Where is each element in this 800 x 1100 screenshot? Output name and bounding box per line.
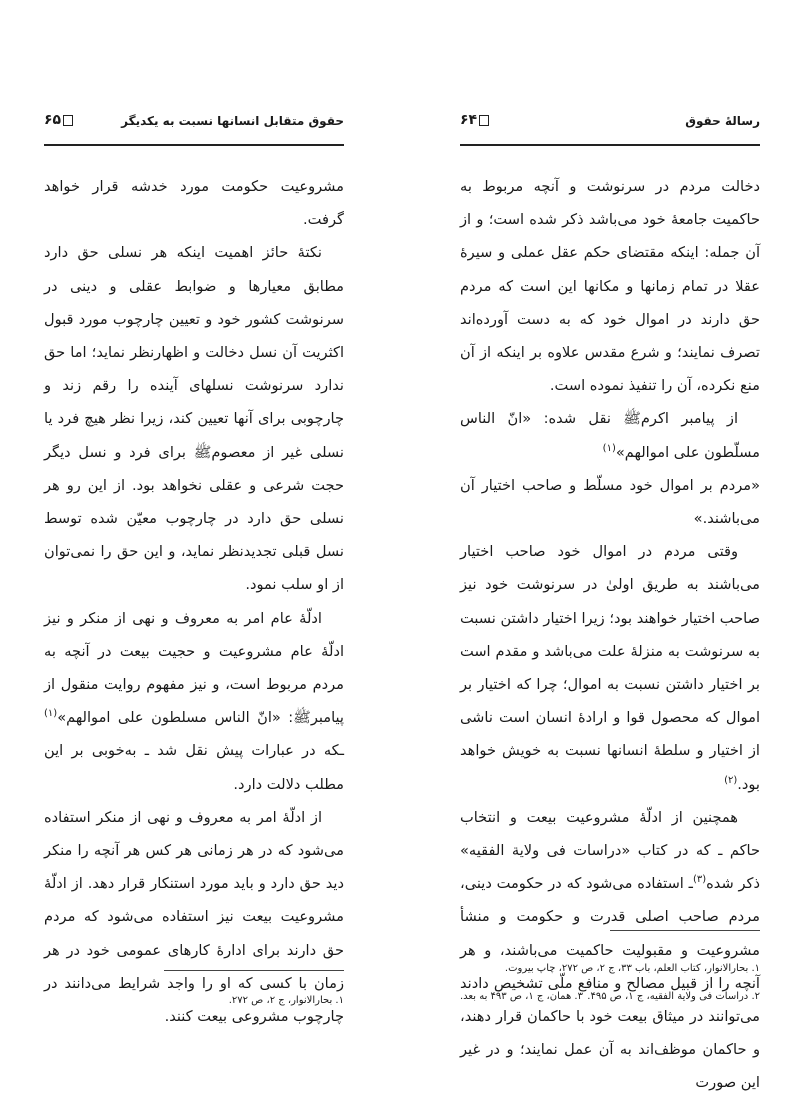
- footnote-rule: [164, 970, 344, 971]
- footnote: ۱. بحارالانوار، ج ۲، ص ۲۷۲.: [228, 995, 344, 1006]
- paragraph-text: همچنین از ادلّهٔ مشروعیت بیعت و انتخاب حاکم ـ که در کتاب «دراسات فی ولایة الفقیه» ذکر شده: [460, 808, 760, 893]
- paragraph: [460, 535, 760, 801]
- paragraph: مشروعیت حکومت مورد خدشه قرار خواهد گرفت.: [44, 178, 344, 229]
- page-number: [44, 112, 75, 128]
- footnote-mark: (۱): [44, 708, 58, 720]
- footnote-mark: (۱): [602, 442, 616, 454]
- footnotes: [44, 990, 344, 1018]
- footnote: ۱. بحارالانوار، کتاب العلم، باب ۳۳، ج ۲، ص ۲۷۲، چاپ بیروت.: [504, 963, 760, 974]
- paragraph: دخالت مردم در سرنوشت و آنچه مربوط به حاکمیت جامعهٔ خود می‌باشد ذکر شده است؛ و از آن جمله: اینکه مقتضای حکم عقل عملی و سیرهٔ عقلا در تمام زمانها و مکانها این است که مردم حق دارند در اموال خود که به دست آورده‌اند تصرف نمایند؛ و شرع مقدس علاوه بر اینکه از آن منع نکرده، آن را تنفیذ نموده است.: [460, 178, 760, 395]
- paragraph: [460, 801, 760, 1100]
- right-page-header: [460, 112, 760, 136]
- paragraph-text: که در عبارات پیش نقل شد ـ به‌خوبی بر این مطلب دلالت دارد.: [44, 742, 344, 793]
- header-rule: [460, 144, 760, 146]
- paragraph: از ادلّهٔ امر به معروف و نهی از منکر استفاده می‌شود که در هر زمانی هر کس هر آنچه را منکر دید حق دارد و باید مورد استنکار قرار دهد. از ادلّهٔ مشروعیت بیعت نیز استفاده می‌شود که مردم حق دارند برای ادارهٔ کارهای عمومی خود در هر زمان با کسی که او را واجد شرایط می‌دانند در چارچوب مشروعی بیعت کنند.: [44, 808, 344, 1026]
- footnote: ۳. همان، ج ۱، ص ۴۹۳ به بعد.: [460, 991, 583, 1002]
- left-page: [44, 0, 344, 1100]
- paragraph-text: ـ استفاده می‌شود که در حکومت دینی، مردم صاحب اصلی قدرت و حکومت و منشأ مشروعیت و مقبولیت حاکمیت می‌باشند، و هر آنچه را از قبیل مصالح و منافع ملّی تشخیص دادند می‌توانند در میثاق بیعت خود با حاکمان قرار دهند، و حاکمان موظف‌اند به آن عمل نمایند؛ و در غیر این صورت: [460, 875, 760, 1092]
- running-title: رسالهٔ حقوق: [685, 114, 760, 128]
- paragraph: [460, 402, 760, 468]
- left-page-header: [44, 112, 344, 136]
- page-number-text: ۶۵: [44, 112, 62, 128]
- page-box-icon: [63, 115, 73, 126]
- running-title: حقوق متقابل انسانها نسبت به یکدیگر: [121, 114, 344, 128]
- footnote-mark: (۲): [724, 774, 738, 786]
- right-page: [460, 0, 760, 1100]
- paragraph: ادلّهٔ عام امر به معروف و نهی از منکر و نیز ادلّهٔ عام مشروعیت و حجیت بیعت در آنچه به مردم مربوط است، و نیز مفهوم روایت منقول از پیامبرﷺ: «انّ الناس مسلطون علی اموالهم»$^{(۱)}$ ـکه در عبارات پیش نقل شد ـ به‌خوبی بر این مطلب دلالت دارد.: [44, 609, 344, 793]
- paragraph-text: ادلّهٔ عام امر به معروف و نهی از منکر و نیز ادلّهٔ عام مشروعیت و حجیت بیعت در آنچه به مردم مربوط است، و نیز مفهوم روایت منقول از پیامبرﷺ: «انّ الناس مسلطون علی اموالهم»: [44, 609, 344, 727]
- page-number-text: ۶۴: [460, 112, 478, 128]
- page-box-icon: [479, 115, 489, 126]
- footnote: ۲. دراسات فی ولایة الفقیه، ج ۱، ص ۴۹۵.: [587, 991, 760, 1002]
- footnotes: [460, 958, 760, 1008]
- footnote-row: [460, 986, 760, 1008]
- paragraph: نکتهٔ حائز اهمیت اینکه هر نسلی حق دارد مطابق معیارها و ضوابط عقلی و دینی در سرنوشت کشور خود و تعیین چارچوب مورد قبول اکثریت آن نسل دخالت و اظهارنظر نماید؛ اما حق ندارد سرنوشت نسلهای آینده را رقم زند و چارچوبی برای آنها تعیین کند، زیرا نظر هیچ فرد یا نسلی غیر از معصوم‌ﷺ برای فرد و نسل دیگر حجت شرعی و عقلی نخواهد بود. از این رو هر نسلی حق دارد در چارچوب معیّن شده توسط نسل قبلی تجدیدنظر نماید، و این حق را نمی‌توان از او سلب نمود.: [44, 244, 344, 594]
- paragraph-text: از پیامبر اکرم‌ﷺ نقل شده: «انّ الناس مسلّطون علی اموالهم»: [460, 410, 760, 461]
- paragraph-text: وقتی مردم در اموال خود صاحب اختیار می‌باشند به طریق اولیٰ در سرنوشت خود نیز صاحب اختیار خواهند بود؛ زیرا اختیار داشتن نسبت به سرنوشت به منزلهٔ علت می‌باشد و مقدم است بر اختیار داشتن نسبت به اموال؛ چرا که اختیار بر اموال که محصول قوا و ارادهٔ انسان است ناشی از اختیار و سلطهٔ انسانها نسبت به خویش خواهد بود.: [460, 543, 760, 793]
- page-number: [460, 112, 491, 128]
- left-body-text: [44, 170, 344, 1033]
- footnote-mark: (۳): [692, 874, 707, 886]
- header-rule: [44, 144, 344, 146]
- paragraph: «مردم بر اموال خود مسلّط و صاحب اختیار آن می‌باشند.»: [460, 476, 760, 528]
- footnote-rule: [610, 930, 760, 931]
